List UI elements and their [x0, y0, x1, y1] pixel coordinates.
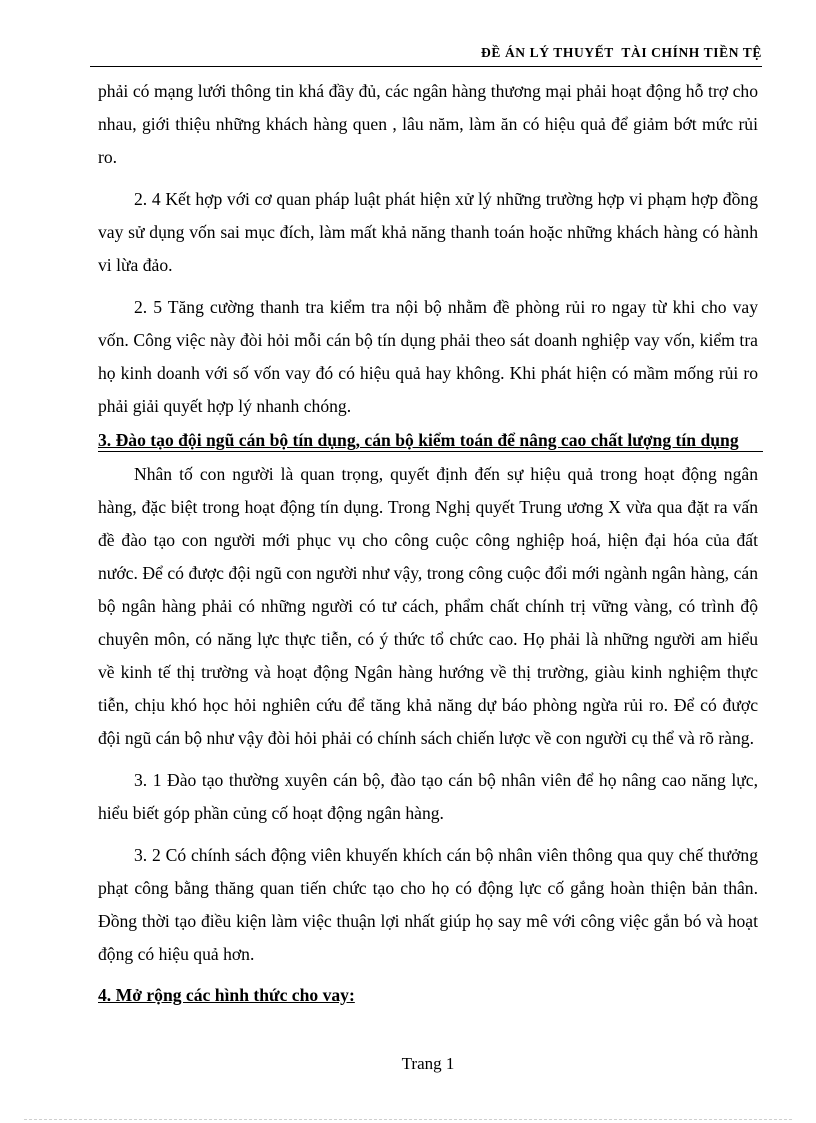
page-number: Trang 1: [401, 1054, 455, 1073]
paragraph: 2. 4 Kết hợp với cơ quan pháp luật phát hiện xử lý những trường hợp vi phạm hợp đồng vay sử dụng vốn sai mục đích, làm mất khả năng thanh toán hoặc những khách hàng có hành vi lừa đảo.: [98, 189, 758, 275]
page-edge-divider: [24, 1119, 792, 1120]
section-3-heading: 3. Đào tạo đội ngũ cán bộ tín dụng, cán bộ kiểm toán để nâng cao chất lượng tín dụng: [98, 431, 763, 452]
document-body: [98, 75, 758, 1018]
paragraph: 3. 1 Đào tạo thường xuyên cán bộ, đào tạo cán bộ nhân viên để họ nâng cao năng lực, hiểu biết góp phần củng cố hoạt động ngân hàng.: [98, 770, 758, 823]
paragraph: 3. 2 Có chính sách động viên khuyến khích cán bộ nhân viên thông qua quy chế thưởng phạt công bằng thăng quan tiến chức tạo cho họ có động lực cố gắng hoàn thiện bản thân. Đồng thời tạo điều kiện làm việc thuận lợi nhất giúp họ say mê với công việc gắn bó và hoạt động có hiệu quả hơn.: [98, 845, 758, 964]
paragraph: 2. 5 Tăng cường thanh tra kiểm tra nội bộ nhằm đề phòng rủi ro ngay từ khi cho vay vốn. Công việc này đòi hỏi mỗi cán bộ tín dụng phải theo sát doanh nghiệp vay vốn, kiểm tra họ kinh doanh với số vốn vay đó có hiệu quả hay không. Khi phát hiện có mầm mống rủi ro phải giải quyết hợp lý nhanh chóng.: [98, 297, 758, 416]
paragraph: phải có mạng lưới thông tin khá đầy đủ, các ngân hàng thương mại phải hoạt động hỗ trợ cho nhau, giới thiệu những khách hàng quen , lâu năm, làm ăn có hiệu quả để giảm bớt mức rủi ro.: [98, 81, 758, 167]
page-header: [90, 40, 762, 67]
section-4-heading: 4. Mở rộng các hình thức cho vay:: [98, 985, 355, 1005]
header-title: ĐỀ ÁN LÝ THUYẾT TÀI CHÍNH TIỀN TỆ: [481, 45, 762, 60]
paragraph: Nhân tố con người là quan trọng, quyết định đến sự hiệu quả trong hoạt động ngân hàng, đặc biệt trong hoạt động tín dụng. Trong Nghị quyết Trung ương X vừa qua đặt ra vấn đề đào tạo con người mới phục vụ cho công cuộc công nghiệp hoá, hiện đại hóa của đất nước. Để có được đội ngũ con người như vậy, trong công cuộc đổi mới ngành ngân hàng, cán bộ ngân hàng phải có những người có tư cách, phẩm chất chính trị vững vàng, có trình độ chuyên môn, có năng lực thực tiễn, có ý thức tổ chức cao. Họ phải là những người am hiểu về kinh tế thị trường và hoạt động Ngân hàng hướng về thị trường, giàu kinh nghiệm thực tiễn, chịu khó học hỏi nghiên cứu để tăng khả năng dự báo phòng ngừa rủi ro. Để có được đội ngũ cán bộ như vậy đòi hỏi phải có chính sách chiến lược về con người cụ thể và rõ ràng.: [98, 464, 758, 748]
